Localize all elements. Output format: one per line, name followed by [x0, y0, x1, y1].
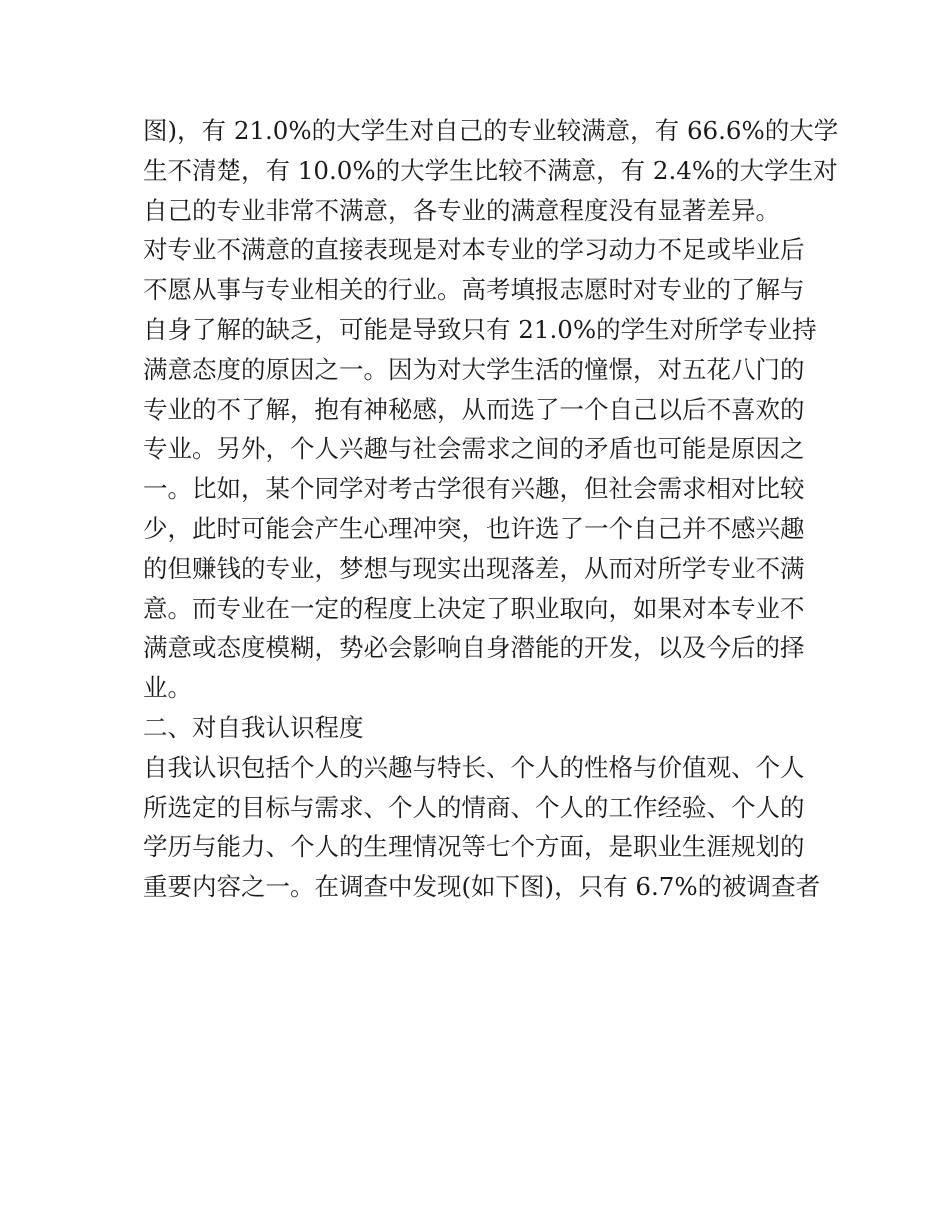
text-line: 自身了解的缺乏，可能是导致只有 21.0%的学生对所学专业持: [143, 314, 817, 344]
text-line: 自己的专业非常不满意，各专业的满意程度没有显著差异。: [143, 195, 780, 225]
text-line: 重要内容之一。在调查中发现(如下图)，只有 6.7%的被调查者: [143, 872, 821, 902]
text-line: 专业的不了解，抱有神秘感，从而选了一个自己以后不喜欢的: [143, 394, 805, 424]
text-line: 业。: [143, 673, 192, 703]
text-line: 的但赚钱的专业，梦想与现实出现落差，从而对所学专业不满: [143, 553, 805, 583]
text-line: 不愿从事与专业相关的行业。高考填报志愿时对专业的了解与: [143, 275, 805, 305]
text-line: 学历与能力、个人的生理情况等七个方面，是职业生涯规划的: [143, 832, 805, 862]
text-line: 意。而专业在一定的程度上决定了职业取向，如果对本专业不: [143, 593, 805, 623]
text-line: 所选定的目标与需求、个人的情商、个人的工作经验、个人的: [143, 792, 805, 822]
text-line: 满意或态度模糊，势必会影响自身潜能的开发，以及今后的择: [143, 633, 805, 663]
text-line: 图)，有 21.0%的大学生对自己的专业较满意，有 66.6%的大学: [143, 116, 839, 145]
text-line: 少，此时可能会产生心理冲突，也许选了一个自己并不感兴趣: [143, 513, 805, 543]
document-body: [143, 111, 839, 907]
text-line: 一。比如，某个同学对考古学很有兴趣，但社会需求相对比较: [143, 474, 805, 504]
section-heading: 二、对自我认识程度: [143, 712, 364, 742]
text-line: 满意态度的原因之一。因为对大学生活的憧憬，对五花八门的: [143, 354, 805, 384]
text-line: 对专业不满意的直接表现是对本专业的学习动力不足或毕业后: [143, 235, 805, 265]
text-line: 生不清楚，有 10.0%的大学生比较不满意，有 2.4%的大学生对: [143, 155, 838, 185]
text-line: 自我认识包括个人的兴趣与特长、个人的性格与价值观、个人: [143, 752, 805, 782]
text-line: 专业。另外，个人兴趣与社会需求之间的矛盾也可能是原因之: [143, 434, 805, 464]
